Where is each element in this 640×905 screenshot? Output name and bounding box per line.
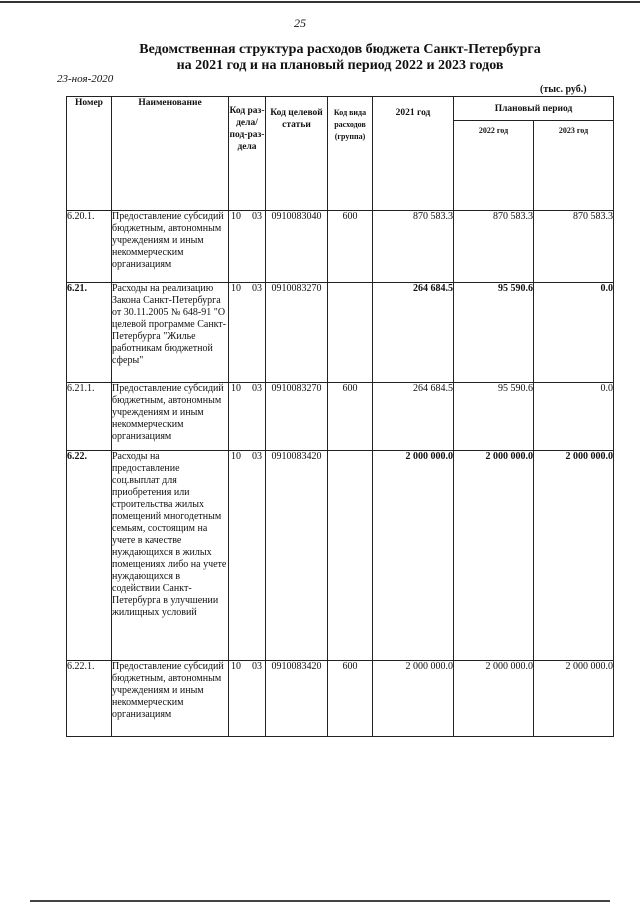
title-line-2: на 2021 год и на плановый период 2022 и 2023 годов [176,58,504,73]
row-razdel-code [229,451,266,661]
razdel-podrazdel-pair [229,283,265,294]
podrazdel-code: 03 [252,283,262,294]
scan-edge-top [0,1,640,6]
row-name: Расходы на предоставление соц.выплат для приобретения или строительства жилых помещений многодетным семьям, состоящим на учете в качестве нуждающихся в жилых помещениях либо на учете нуждающихся в содействии Санкт-Петербурга в улучшении жилищных условий [112,451,229,661]
razdel-podrazdel-pair [229,383,265,394]
row-target-code: 0910083270 [266,383,328,451]
row-amount-2023: 870 583.3 [534,211,614,283]
header-planned-period: Плановый период [454,97,614,121]
row-amount-2023: 0.0 [534,383,614,451]
row-target-code: 0910083420 [266,451,328,661]
header-2021: 2021 год [373,97,454,211]
table-header [67,97,614,211]
row-name: Предоставление субсидий бюджетным, автономным учреждениям и иным некоммерческим организациям [112,383,229,451]
row-razdel-code [229,383,266,451]
row-target-code: 0910083270 [266,283,328,383]
row-vid-code [328,283,373,383]
razdel-code: 10 [231,661,241,672]
row-amount-2021: 870 583.3 [373,211,454,283]
razdel-podrazdel-pair [229,661,265,672]
table-row [67,383,614,451]
podrazdel-code: 03 [252,383,262,394]
row-name: Предоставление субсидий бюджетным, автономным учреждениям и иным некоммерческим организациям [112,661,229,737]
table-row [67,211,614,283]
row-number: 6.21.1. [67,383,112,451]
document-date: 23-ноя-2020 [57,73,114,85]
table-row [67,283,614,383]
row-name: Расходы на реализацию Закона Санкт-Петербурга от 30.11.2005 № 648-91 "О целевой программе Санкт-Петербурга "Жилье работникам бюджетной сферы" [112,283,229,383]
row-target-code: 0910083420 [266,661,328,737]
table-row [67,661,614,737]
row-vid-code: 600 [328,661,373,737]
razdel-code: 10 [231,383,241,394]
row-razdel-code [229,283,266,383]
row-number: 6.21. [67,283,112,383]
razdel-podrazdel-pair [229,211,265,222]
title-line-1: Ведомственная структура расходов бюджета Санкт-Петербурга [139,42,541,57]
header-razdel: Код раз-дела/ под-раз-дела [229,97,266,211]
row-razdel-code [229,211,266,283]
table-row [67,451,614,661]
podrazdel-code: 03 [252,451,262,462]
row-amount-2023: 2 000 000.0 [534,451,614,661]
row-amount-2022: 2 000 000.0 [454,451,534,661]
row-vid-code [328,451,373,661]
row-number: 6.20.1. [67,211,112,283]
budget-table [66,96,614,737]
row-amount-2021: 264 684.5 [373,283,454,383]
razdel-code: 10 [231,211,241,222]
scan-edge-bottom [30,900,610,904]
document-title [60,42,620,74]
row-amount-2021: 2 000 000.0 [373,451,454,661]
page-number: 25 [294,16,306,30]
row-amount-2023: 0.0 [534,283,614,383]
row-amount-2022: 95 590.6 [454,283,534,383]
row-number: 6.22. [67,451,112,661]
table-body [67,211,614,737]
units-label: (тыс. руб.) [540,84,587,95]
row-amount-2022: 95 590.6 [454,383,534,451]
header-vid: Код вида расходов (группа) [328,97,373,211]
row-vid-code: 600 [328,383,373,451]
row-target-code: 0910083040 [266,211,328,283]
row-amount-2023: 2 000 000.0 [534,661,614,737]
row-amount-2021: 264 684.5 [373,383,454,451]
row-vid-code: 600 [328,211,373,283]
header-2023: 2023 год [534,121,614,211]
row-amount-2022: 2 000 000.0 [454,661,534,737]
row-number: 6.22.1. [67,661,112,737]
row-amount-2021: 2 000 000.0 [373,661,454,737]
row-amount-2022: 870 583.3 [454,211,534,283]
header-number: Номер [67,97,112,211]
podrazdel-code: 03 [252,661,262,672]
row-razdel-code [229,661,266,737]
podrazdel-code: 03 [252,211,262,222]
header-target: Код целевой статьи [266,97,328,211]
razdel-podrazdel-pair [229,451,265,462]
header-2022: 2022 год [454,121,534,211]
row-name: Предоставление субсидий бюджетным, автономным учреждениям и иным некоммерческим организациям [112,211,229,283]
razdel-code: 10 [231,283,241,294]
header-name: Наименование [112,97,229,211]
razdel-code: 10 [231,451,241,462]
